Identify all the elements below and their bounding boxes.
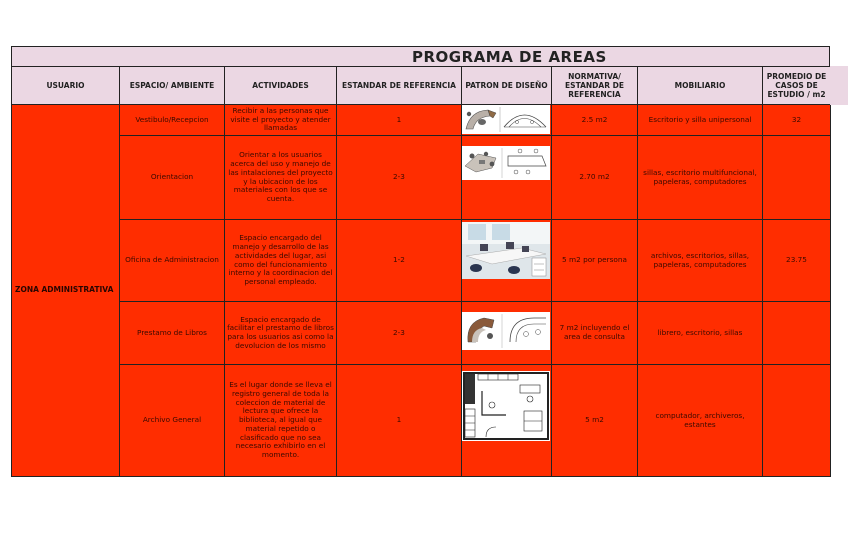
header-patron: PATRON DE DISEÑO xyxy=(462,67,552,105)
mobiliario-cell: librero, escritorio, sillas xyxy=(638,302,763,365)
header-actividades: ACTIVIDADES xyxy=(225,67,337,105)
page-title: PROGRAMA DE AREAS xyxy=(412,48,607,66)
header-usuario: USUARIO xyxy=(12,67,120,105)
normativa-cell: 7 m2 incluyendo el area de consulta xyxy=(552,302,638,365)
reception-desk-plan-icon xyxy=(462,105,550,134)
normativa-cell: 5 m2 por persona xyxy=(552,220,638,302)
header-overflow-band xyxy=(830,66,848,105)
header-promedio: PROMEDIO DE CASOS DE ESTUDIO / m2 xyxy=(763,67,831,105)
mobiliario-cell: archivos, escritorios, sillas, papeleras, computadores xyxy=(638,220,763,302)
patron-cell xyxy=(462,105,552,136)
patron-cell xyxy=(462,302,552,365)
table-row xyxy=(12,365,831,477)
table-row xyxy=(12,302,831,365)
header-mobiliario: MOBILIARIO xyxy=(638,67,763,105)
table-row xyxy=(12,220,831,302)
espacio-cell: Archivo General xyxy=(120,365,225,477)
normativa-cell: 2.5 m2 xyxy=(552,105,638,136)
header-espacio: ESPACIO/ AMBIENTE xyxy=(120,67,225,105)
header-normativa: NORMATIVA/ ESTANDAR DE REFERENCIA xyxy=(552,67,638,105)
mobiliario-cell: Escritorio y silla unipersonal xyxy=(638,105,763,136)
header-estandar: ESTANDAR DE REFERENCIA xyxy=(337,67,462,105)
actividades-cell: Espacio encargado de facilitar el prestamo de libros para los usuarios asi como la devolucion de los mismo xyxy=(225,302,337,365)
promedio-cell: 32 xyxy=(763,105,831,136)
actividades-cell: Orientar a los usuarios acerca del uso y manejo de las intalaciones del proyecto y la ubicacion de los materiales con los que se cuenta. xyxy=(225,136,337,220)
patron-cell xyxy=(462,220,552,302)
promedio-cell xyxy=(763,365,831,477)
normativa-cell: 2.70 m2 xyxy=(552,136,638,220)
actividades-cell: Recibir a las personas que visite el proyecto y atender llamadas xyxy=(225,105,337,136)
espacio-cell: Oficina de Administracion xyxy=(120,220,225,302)
mobiliario-cell: computador, archiveros, estantes xyxy=(638,365,763,477)
table-row xyxy=(12,136,831,220)
estandar-cell: 1-2 xyxy=(337,220,462,302)
estandar-cell: 2-3 xyxy=(337,136,462,220)
promedio-cell xyxy=(763,136,831,220)
zona-cell: ZONA ADMINISTRATIVA xyxy=(12,105,120,477)
title-row xyxy=(11,46,830,66)
office-photo-icon xyxy=(462,222,550,279)
patron-cell xyxy=(462,136,552,220)
archive-floorplan-icon xyxy=(462,371,550,441)
actividades-cell: Es el lugar donde se lleva el registro general de toda la coleccion de material de lectura que ofrece la biblioteca, al igual que material repetido o clasificado que no sea necesario exhibirlo en el momento. xyxy=(225,365,337,477)
table-row xyxy=(12,105,831,136)
promedio-cell xyxy=(763,302,831,365)
header-row xyxy=(12,67,831,105)
areas-table xyxy=(11,66,831,477)
patron-cell xyxy=(462,365,552,477)
espacio-cell: Prestamo de Libros xyxy=(120,302,225,365)
estandar-cell: 2-3 xyxy=(337,302,462,365)
mobiliario-cell: sillas, escritorio multifuncional, papeleras, computadores xyxy=(638,136,763,220)
normativa-cell: 5 m2 xyxy=(552,365,638,477)
estandar-cell: 1 xyxy=(337,105,462,136)
espacio-cell: Vestibulo/Recepcion xyxy=(120,105,225,136)
espacio-cell: Orientacion xyxy=(120,136,225,220)
loan-desk-plan-icon xyxy=(462,312,550,350)
promedio-cell: 23.75 xyxy=(763,220,831,302)
orientation-desk-plan-icon xyxy=(462,146,550,180)
actividades-cell: Espacio encargado del manejo y desarrollo de las actividades del lugar, asi como del funcionamiento interno y la coordinacion del personal empleado. xyxy=(225,220,337,302)
estandar-cell: 1 xyxy=(337,365,462,477)
